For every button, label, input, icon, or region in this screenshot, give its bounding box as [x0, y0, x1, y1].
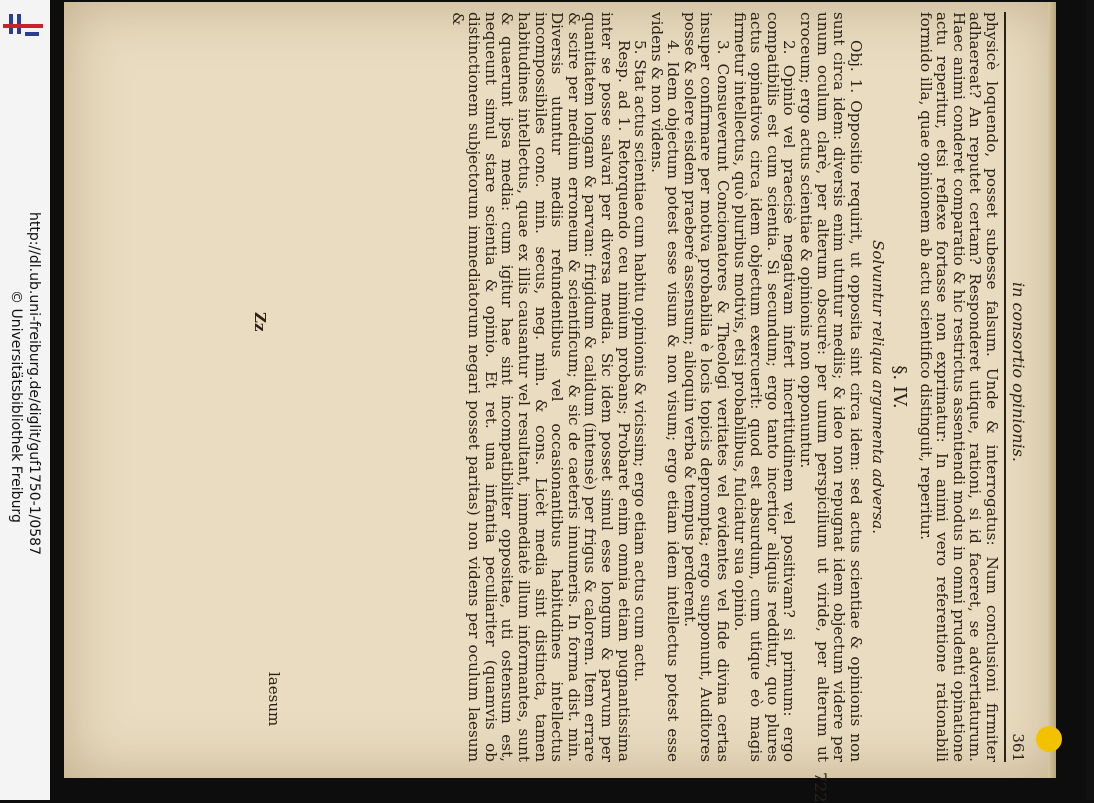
viewer-sidebar — [0, 0, 50, 800]
running-title: in consortio opinionis. — [1009, 282, 1028, 462]
section-heading: §. IV. — [889, 365, 911, 409]
catchword: laesum — [265, 672, 283, 727]
paragraph: Obj. 1. Oppositio requirit, ut opposita sint circa idem: sed actus scientiae & opinionis non sunt circa idem: diversis enim utuntur mediis; & ideo non repugnat idem objectum videre per unum oculum clarè, per alterum obscurè: per unum perspicilium ut viride, per alterum ut croceum; ergo actus scientiae & opinionis non opponuntur. — [797, 12, 865, 762]
page-number: 361 — [1009, 733, 1027, 762]
signature-mark: Zz — [251, 312, 269, 332]
paragraph: 5. Stat actus scientiae cum habitu opinionis & vicissim; ergo etiam actus cum actu. — [631, 40, 650, 683]
page-text — [124, 12, 1028, 803]
paragraph: physicè loquendo, posset subesse falsum. Unde & interrogatus: Num conclusioni firmiter adhaereat? An reputet certam? Responderet utique, rationi, si id faceret, se advertiaturum. Haec animi conderet comparatio & hic restrictus assentiendi modus in omni prudenti opinatione actu reperitur, etsi reflexe fortasse non exprimatur: In animi vero referentione rationabili formido illa, quae opinionem ab actu scientifico distinguit, reperitur. — [916, 12, 1001, 762]
paragraph: 2. Opinio vel praecisè negativam infert incertitudinem vel positivam? si primum: ergo compatibilis est cum scientia. Si secundum; ergo tanto incertior aliquis redditur, quo plures actus opinativos circa idem objectum exercuerit: quod est absurdum, cum utique eò magis firmetur intellectus, quò pluribus motivis, etsi probabilibus, fulciatur sua opinio. — [730, 12, 799, 762]
paragraph: Resp. ad 1. Retorquendo ceu nimium probans; Probaret enim omnia etiam pugnantissima inter se posse salvari per diversa media. Sic idem posset simul esse longum & parvum per quantitatem longam & parvam: frigidum & calidum (intensè) per frigus & calorem. Item errare & scire per medium erroneum & scientificum; & sic de caeteris innumeris. In forma dist. min. Diversis utuntur mediis refundentibus vel occasionantibus habitudines intellectus incompossibiles conc. min. secus, neg. min. & cons. Licèt media sint distincta, tamen habitudines intellectus, quae ex illis causantur vel resultant, immediatè illum informantes, sunt & quaerunt ipsa media: cum igitur hae sint incompatibiliter oppositae, uti ostensum est, nequeunt simul stare scientia & opinio. Et ret. una infantia peculiariter (quamvis ob distinctionem subjectorum immediatorum negari posset paritas) non videns per oculum laesum & — [448, 12, 633, 762]
margin-note: 722 — [811, 772, 830, 803]
paragraph: 3. Consueverunt Concionatores & Theologi veritates vel evidentes vel fide divina certas insuper confirmare per motiva probabilia è locis topicis deprompta; ergo supponunt, Auditores posse & solere eisdem praeberé assensum; alioquin verba & tempus perderent. — [680, 12, 733, 762]
right-edge-bar — [1086, 0, 1094, 800]
sponsor-panel — [1010, 690, 1090, 800]
section-subheading: Solvuntur reliqua argumenta adversa. — [869, 239, 888, 535]
document-url[interactable]: http://dl.ub.uni-freiburg.de/diglit/guf1750-1/0587 — [26, 212, 42, 555]
running-head — [1004, 12, 1028, 762]
sponsor-logo-icon — [1036, 726, 1062, 752]
university-logo-icon — [3, 10, 43, 50]
copyright-notice: © Universitätsbibliothek Freiburg — [8, 290, 24, 523]
scanned-page — [64, 2, 1056, 803]
paragraph: 4. Idem objectum potest esse visum & non visum; ergo etiam idem intellectus potest esse videns & non videns. — [647, 12, 683, 762]
